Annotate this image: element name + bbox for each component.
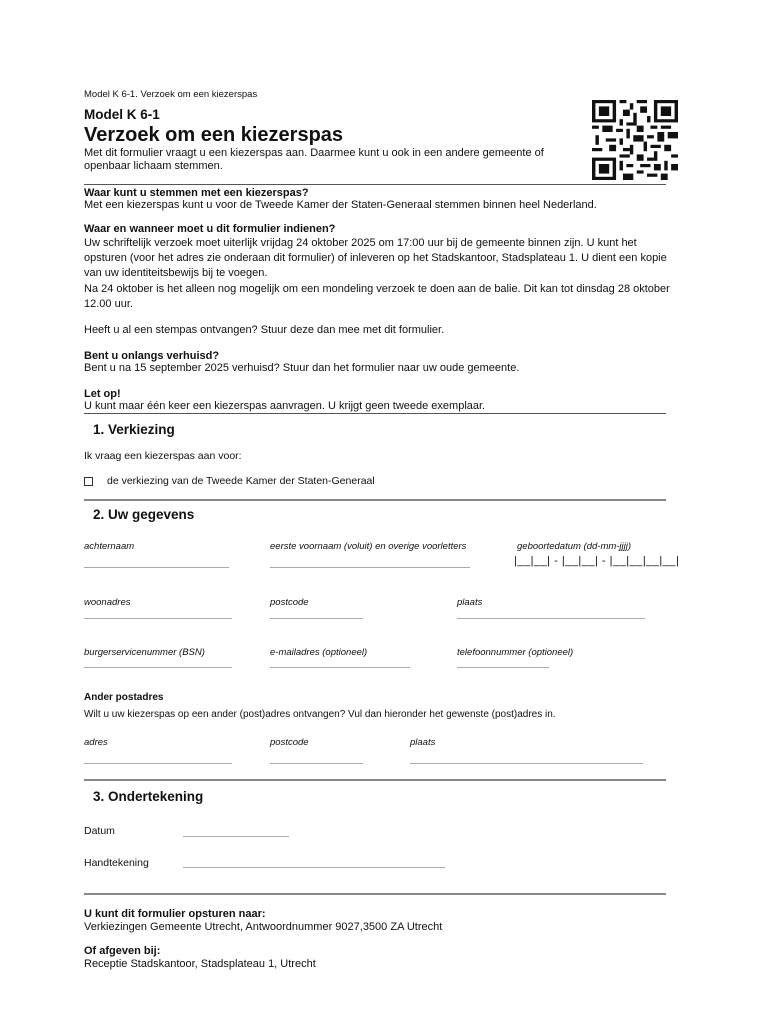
voornaam-label: eerste voornaam (voluit) en overige voorletters xyxy=(270,541,467,552)
page-title: Verzoek om een kiezerspas xyxy=(84,124,344,146)
divider xyxy=(84,893,666,895)
section-2-heading: 2. Uw gegevens xyxy=(93,507,195,522)
email-field[interactable] xyxy=(270,667,410,668)
send-address: Verkiezingen Gemeente Utrecht, Antwoordnummer 9027,3500 ZA Utrecht xyxy=(84,921,443,933)
section-1-heading: 1. Verkiezing xyxy=(93,422,175,437)
geboortedatum-label: geboortedatum (dd-mm-jjjj) xyxy=(517,541,632,552)
drop-address: Receptie Stadskantoor, Stadsplateau 1, Utrecht xyxy=(84,958,316,970)
top-line: Model K 6-1. Verzoek om een kiezerspas xyxy=(84,89,258,100)
bsn-field[interactable] xyxy=(84,667,232,668)
section-3-heading: 3. Ondertekening xyxy=(93,789,204,804)
intro-text: Met dit formulier vraagt u een kiezerspas aan. Daarmee kunt u ook in een andere gemeente of openbaar lichaam stemmen. xyxy=(84,147,544,172)
woonadres-label: woonadres xyxy=(84,597,131,608)
divider xyxy=(84,184,666,185)
bsn-label: burgerservicenummer (BSN) xyxy=(84,647,205,658)
telefoon-field[interactable] xyxy=(457,667,549,668)
when-text-1: Uw schriftelijk verzoek moet uiterlijk vrijdag 24 oktober 2025 om 17:00 uur bij de gemeente binnen zijn. U kunt het opsturen (voor het adres zie onderaan dit formulier) of inleveren op het Stadskantoor, Stadsplateau 1. U dient een kopie van uw identiteitsbewijs bij te voegen. xyxy=(84,237,667,279)
divider xyxy=(84,779,666,781)
section-1-prompt: Ik vraag een kiezerspas aan voor: xyxy=(84,450,242,462)
election-option-label: de verkiezing van de Tweede Kamer der Staten-Generaal xyxy=(107,475,375,487)
postcode-2-field[interactable] xyxy=(270,763,363,764)
woonadres-field[interactable] xyxy=(84,618,232,619)
drop-heading: Of afgeven bij: xyxy=(84,945,161,957)
when-heading: Waar en wanneer moet u dit formulier indienen? xyxy=(84,223,336,235)
moved-heading: Bent u onlangs verhuisd? xyxy=(84,350,220,362)
handtekening-label: Handtekening xyxy=(84,857,149,869)
achternaam-label: achternaam xyxy=(84,541,135,552)
divider xyxy=(84,413,666,414)
when-text-2: Na 24 oktober is het alleen nog mogelijk om een mondeling verzoek te doen aan de balie. Dit kan tot dinsdag 28 oktober 12.00 uur. xyxy=(84,283,670,310)
note-heading: Let op! xyxy=(84,388,121,400)
plaats-field[interactable] xyxy=(457,618,645,619)
postcode-field[interactable] xyxy=(270,618,363,619)
election-checkbox[interactable] xyxy=(84,477,93,486)
adres-label: adres xyxy=(84,737,108,748)
plaats-2-label: plaats xyxy=(410,737,436,748)
note-text: U kunt maar één keer een kiezerspas aanvragen. U krijgt geen tweede exemplaar. xyxy=(84,400,486,412)
moved-text: Bent u na 15 september 2025 verhuisd? Stuur dan het formulier naar uw oude gemeente. xyxy=(84,362,520,374)
ander-postadres-heading: Ander postadres xyxy=(84,692,164,703)
handtekening-field[interactable] xyxy=(183,867,445,868)
divider xyxy=(84,499,666,501)
adres-field[interactable] xyxy=(84,763,232,764)
email-label: e-mailadres (optioneel) xyxy=(270,647,368,658)
datum-label: Datum xyxy=(84,825,115,837)
telefoon-label: telefoonnummer (optioneel) xyxy=(457,647,574,658)
ander-postadres-text: Wilt u uw kiezerspas op een ander (post)adres ontvangen? Vul dan hieronder het gewenste (post)adres in. xyxy=(84,709,556,720)
where-text: Met een kiezerspas kunt u voor de Tweede Kamer der Staten-Generaal stemmen binnen heel Nederland. xyxy=(84,199,597,211)
geboortedatum-field[interactable]: |__|__| - |__|__| - |__|__|__|__| xyxy=(514,555,680,567)
plaats-label: plaats xyxy=(457,597,483,608)
where-heading: Waar kunt u stemmen met een kiezerspas? xyxy=(84,187,309,199)
stempas-text: Heeft u al een stempas ontvangen? Stuur deze dan mee met dit formulier. xyxy=(84,324,445,336)
election-option[interactable] xyxy=(84,475,375,487)
model-label: Model K 6-1 xyxy=(84,107,160,122)
datum-field[interactable] xyxy=(183,836,289,837)
achternaam-field[interactable] xyxy=(84,567,229,568)
postcode-2-label: postcode xyxy=(270,737,309,748)
postcode-label: postcode xyxy=(270,597,309,608)
qr-code-icon xyxy=(592,100,678,180)
send-heading: U kunt dit formulier opsturen naar: xyxy=(84,908,266,920)
voornaam-field[interactable] xyxy=(270,567,470,568)
plaats-2-field[interactable] xyxy=(410,763,643,764)
